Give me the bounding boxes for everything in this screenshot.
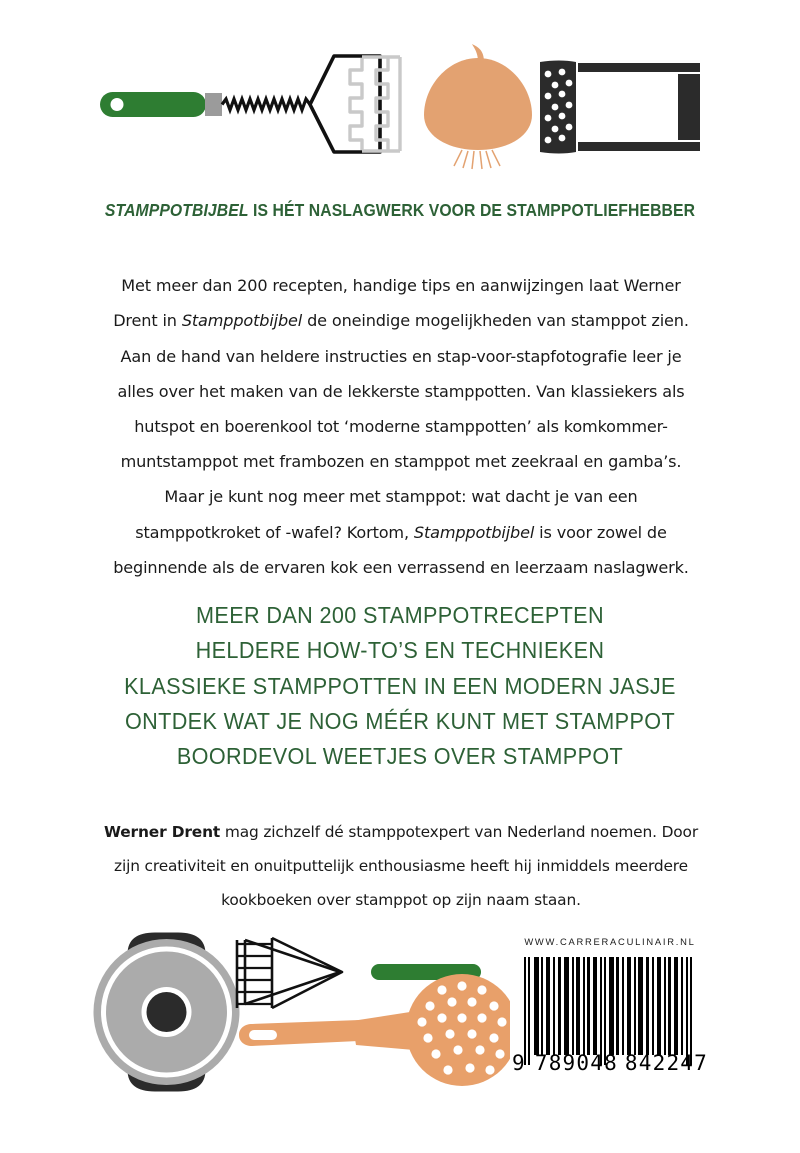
blurb-text: de oneindige mogelijkheden van stamppot zien. Aan de hand van heldere instructies en stap-voor-stapfotografie leer je alles over het maken van de lekkerste stamppotten. Van klassiekers als hutspot en boerenkool tot ‘moderne stamppotten’ als komkommer-muntstamppot met frambozen en stamppot met zeekraal en gamba’s. Maar je kunt nog meer met stamppot: wat dacht je van een stamppotkroket of -wafel? Kortom,	[117, 311, 689, 542]
grater-icon	[540, 61, 700, 154]
barcode-group-right: 842247	[624, 1051, 708, 1075]
headline-book-title: STAMPPOTBIJBEL	[104, 200, 249, 220]
author-name: Werner Drent	[103, 823, 221, 842]
publisher-website: WWW.CARRERACULINAIR.NL	[524, 936, 696, 947]
feature-list-item: KLASSIEKE STAMPPOTTEN IN EEN MODERN JASJE	[124, 672, 676, 699]
author-bio-text: mag zichzelf dé stamppotexpert van Nederland noemen. Door zijn creativiteit en onuitputtelijk enthousiasme heeft hij inmiddels meerdere kookboeken over stamppot op zijn naam staan.	[114, 823, 698, 910]
blurb-text: Met meer dan 200 recepten, handige tips en aanwijzingen laat Werner Drent in	[113, 276, 681, 331]
blurb-paragraph	[100, 268, 702, 585]
feature-list-item: ONTDEK WAT JE NOG MÉÉR KUNT MET STAMPPOT	[124, 707, 676, 734]
feature-list-item: MEER DAN 200 STAMPPOTRECEPTEN	[196, 602, 604, 628]
feature-list-item: HELDERE HOW-TO’S EN TECHNIEKEN	[195, 637, 605, 664]
barcode-digits	[510, 1051, 710, 1075]
cooking-pot-icon	[94, 938, 240, 1086]
headline-rest: IS HÉT NASLAGWERK VOOR DE STAMPPOTLIEFHEBBER	[248, 200, 696, 220]
top-illustration-strip	[0, 0, 800, 185]
barcode-lead-digit: 9	[512, 1051, 526, 1075]
barcode-group-left: 789048	[534, 1051, 618, 1075]
blurb-book-title: Stamppotbijbel	[181, 311, 303, 331]
potato-masher-icon	[100, 56, 400, 152]
blurb-text: is voor zowel de beginnende als de ervaren kok een verrassend en leerzaam naslagwerk.	[113, 522, 689, 577]
publisher-barcode-block	[510, 936, 710, 1075]
feature-list-item: BOORDEVOL WEETJES OVER STAMPPOT	[176, 743, 624, 770]
cover-headline	[40, 198, 760, 222]
barcode	[510, 955, 710, 1075]
blurb-book-title: Stamppotbijbel	[413, 522, 535, 542]
onion-icon	[424, 44, 532, 169]
feature-list	[0, 598, 800, 774]
author-bio	[100, 815, 702, 917]
